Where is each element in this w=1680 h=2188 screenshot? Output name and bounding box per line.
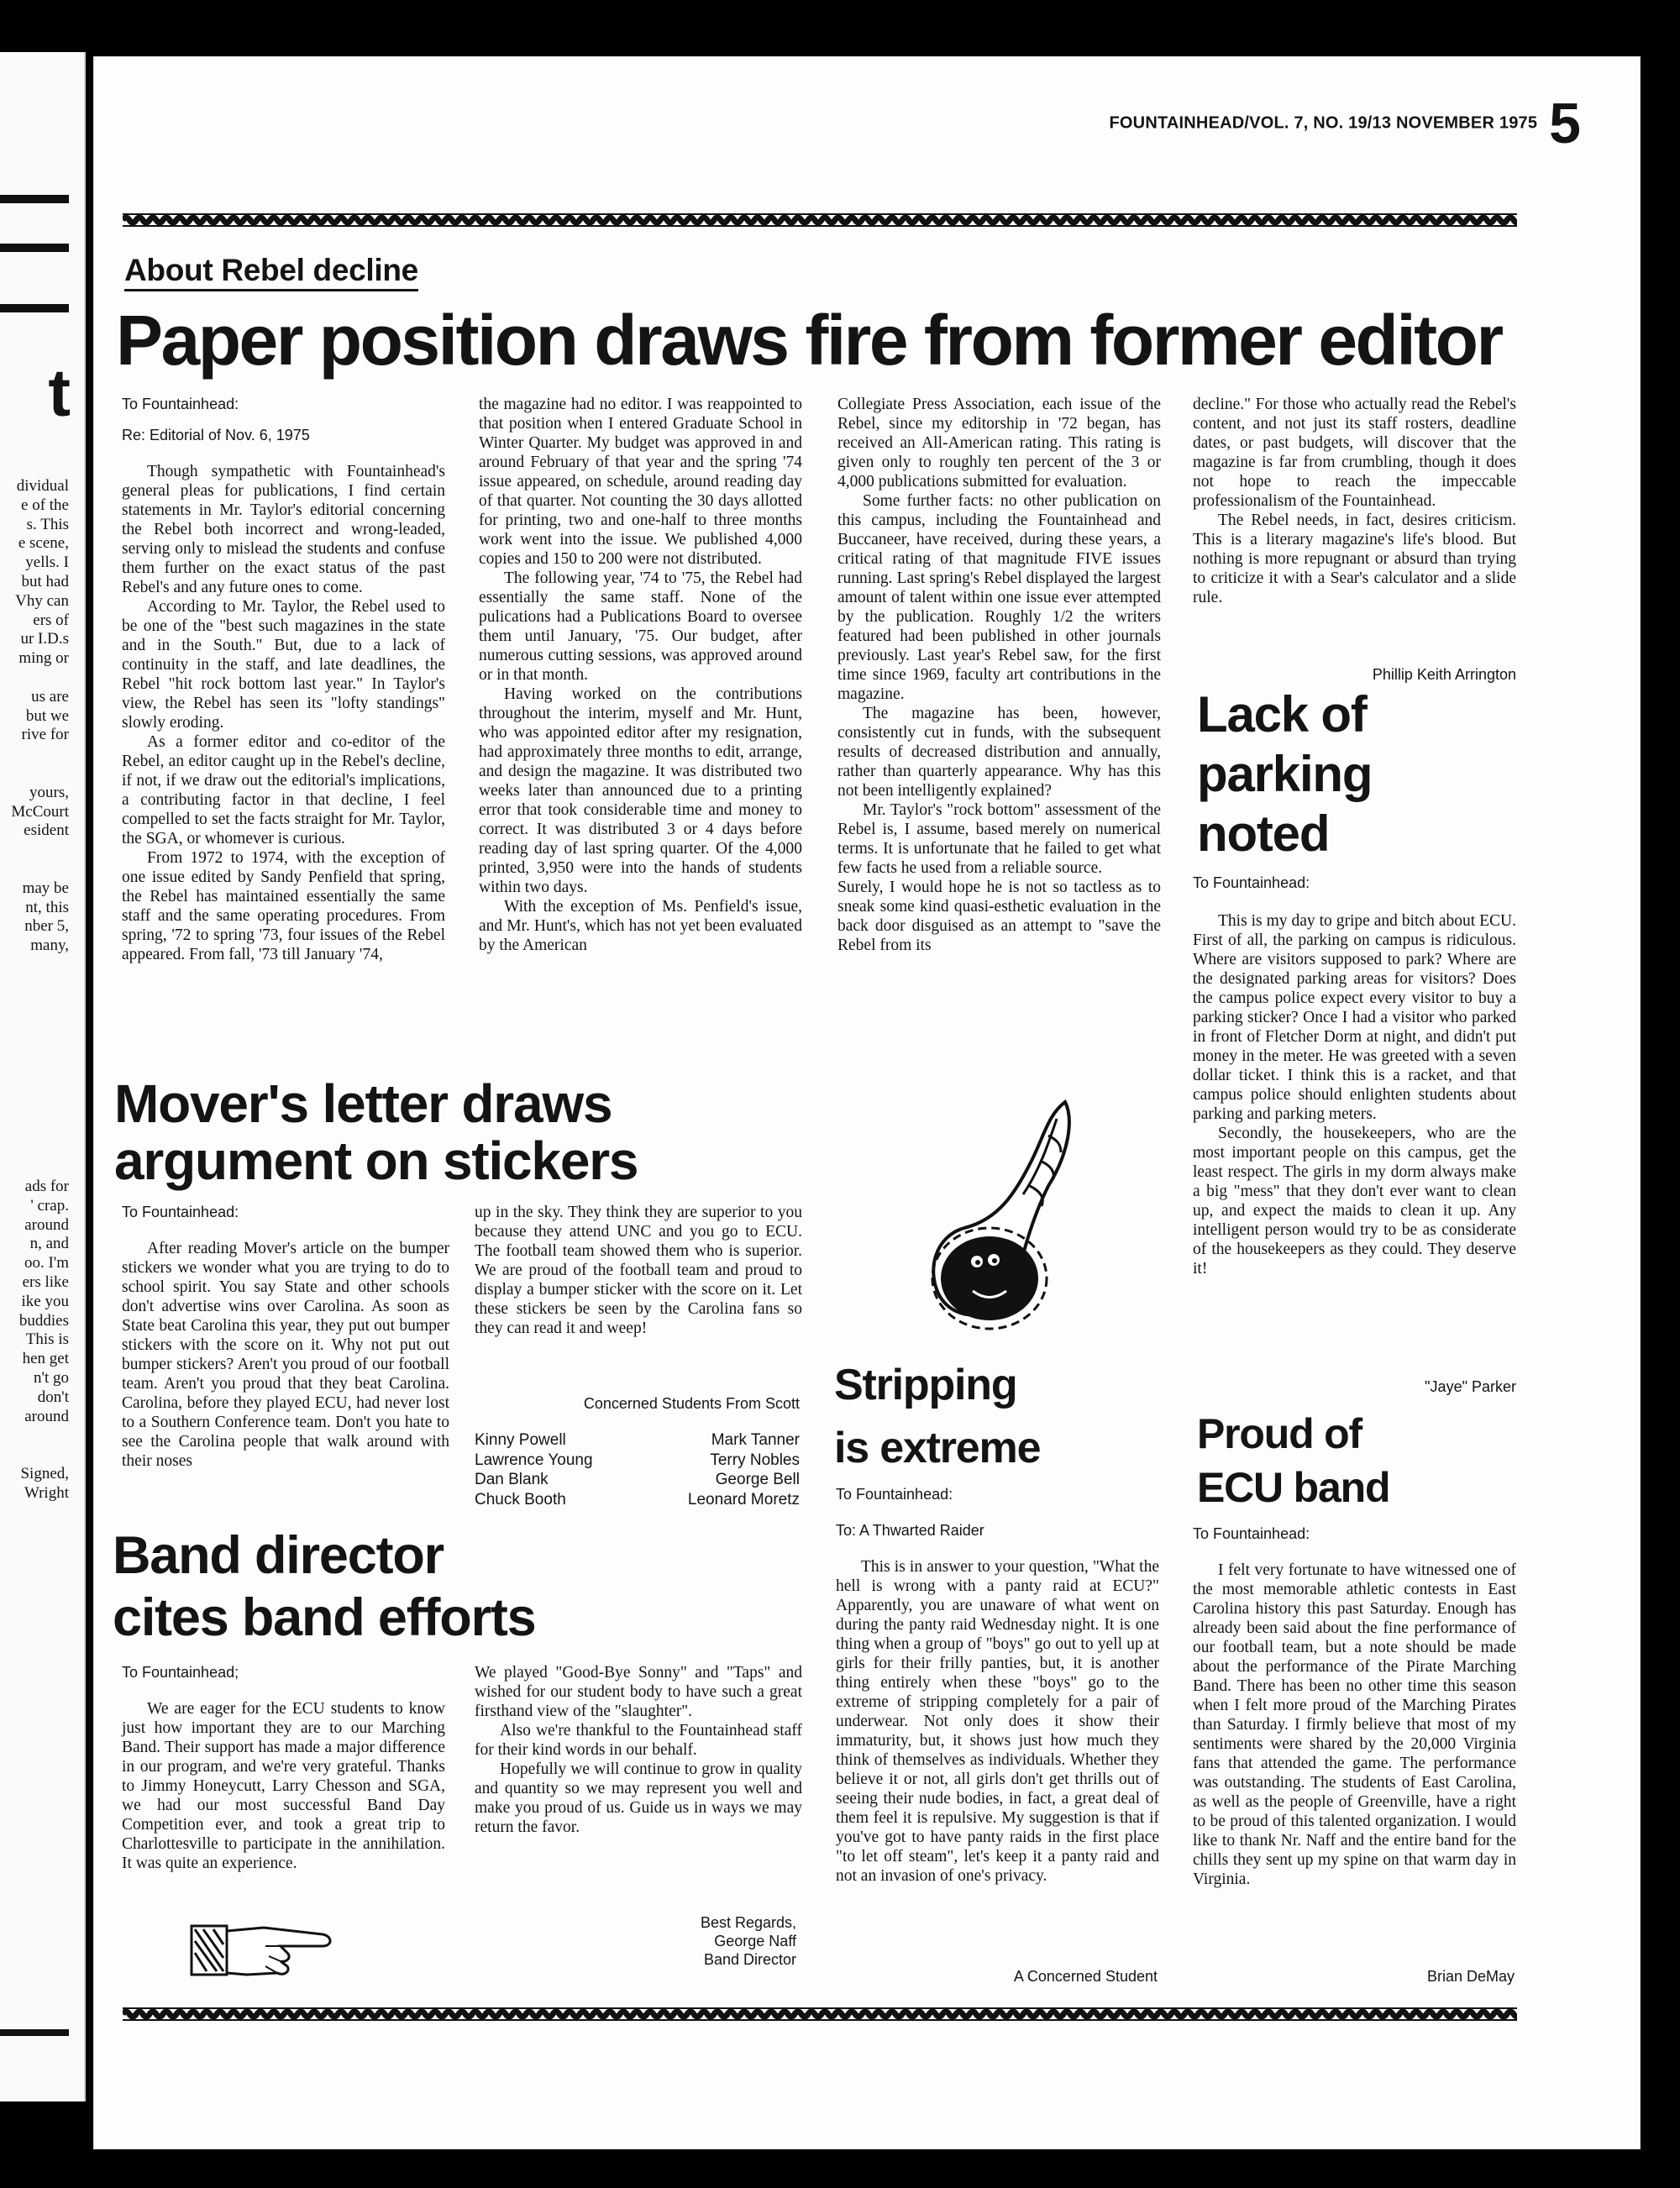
adjacent-text-line: dividual: [16, 477, 69, 495]
paragraph: I felt very fortunate to have witnessed one of the most memorable athletic contests in East Carolina history this past Saturday. Enough has already been said about the fine performance of our football team, but a note should be made about the performance of the Pirate Marching Band. There has been no other time this season when I felt more proud of the Marching Pirates than Saturday. I firmly believe that most of my sentiments were shared by the 20,000 Virginia fans that attended the game. The performance was outstanding. The students of East Carolina, as well as the people of Greenville, have a right to be proud of this talented organization. I would like to thank Nr. Naff and the entire band for the chills they sent up my spine on that warm day in Virginia.: [1193, 1561, 1516, 1888]
signature-line: Best Regards,: [700, 1914, 796, 1931]
mover-names-right: [632, 1430, 800, 1509]
paragraph: This is in answer to your question, "What the hell is wrong with a panty raid at ECU?" Apparently, you are unaware of what went on during the panty raid Wednesday night. It is one thing when a group of "boys" go out to yell up at girls for their frilly panties, but, it is another thing entirely when these "boys" go to the extreme of stripping completely for a pair of underwear. Not only does it show their immaturity, but, it shows just how much they think of themselves as individuals. Whether they believe it or not, all girls don't get thrills out of seeing their nude bodies, in fact, a great deal of them feel it is repulsive. My suggestion is that if you've got to have panty raids in the first place "to let off steam", let's keep it a panty raid and not an invasion of one's privacy.: [836, 1558, 1159, 1885]
mover-names-left: [475, 1430, 593, 1509]
lead-signature: Phillip Keith Arrington: [1372, 666, 1516, 683]
headline-line: Proud of: [1197, 1410, 1362, 1457]
paragraph: According to Mr. Taylor, the Rebel used to be one of the "best such magazines in the state and in the South." But, due to a lack of continuity in the staff, and late deadlines, the Rebel "hit rock bottom last year." In Taylor's view, the Rebel has seen its "lofty standings" slowly eroding.: [122, 598, 445, 732]
paragraph: Though sympathetic with Fountainhead's general pleas for publications, I find certain statements in Mr. Taylor's editorial concerning the Rebel both incorrect and wrong-leaded, serving only to mislead the students and confuse them further on the exact status of the past Rebel's and any future ones to come.: [122, 463, 445, 596]
adjacent-text-line: [0, 860, 84, 879]
signer-name: Terry Nobles: [710, 1451, 800, 1469]
adjacent-text-line: ers like: [22, 1272, 69, 1291]
rule: [0, 2029, 69, 2036]
adjacent-text-line: [0, 1446, 84, 1465]
band-director-column-2: [475, 1663, 802, 1837]
adjacent-text-line: ur I.D.s: [20, 630, 69, 648]
adjacent-text-line: s. This: [26, 515, 69, 533]
adjacent-text-line: us are: [31, 687, 69, 706]
lead-column-4: [1193, 395, 1516, 607]
adjacent-text-line: rive for: [21, 726, 69, 744]
headline-line: noted: [1197, 805, 1330, 862]
band-director-headline: [113, 1524, 536, 1649]
adjacent-text-line: buddies: [18, 1311, 69, 1330]
band-director-column-1: [122, 1663, 445, 1873]
paragraph: We played "Good-Bye Sonny" and "Taps" and wished for our student body to have such a great firsthand view of the "slaughter".: [475, 1664, 802, 1720]
mover-headline: [114, 1075, 638, 1189]
adjacent-page: [0, 52, 86, 2101]
salutation: To Fountainhead:: [1193, 1525, 1310, 1542]
headline-line: is extreme: [834, 1424, 1041, 1472]
adjacent-text-line: Wright: [24, 1483, 69, 1502]
masthead: [1110, 91, 1582, 156]
paragraph: Surely, I would hope he is not so tactless as to sneak some kind quasi-esthetic evaluation in the back door disguised as an attempt to "save the Rebel from its: [837, 879, 1161, 954]
adjacent-text-line: ers of: [33, 611, 69, 629]
mover-column-1: [122, 1203, 449, 1471]
paragraph: The magazine has been, however, consistently cut in funds, with the subsequent results of decreased distribution and annually, rather than quarterly appearance. Why has this not been intelligently explained?: [837, 705, 1161, 800]
paragraph: up in the sky. They think they are superior to you because they attend UNC and you go to ECU. The football team showed them who is superior. We are proud of the football team and proud to display a bumper sticker with the score on it. Let these stickers be seen by the Carolina fans so they can read it and weep!: [475, 1204, 802, 1337]
paragraph: As a former editor and co-editor of the Rebel, an editor caught up in the Rebel's decline, if not, if we draw out the editorial's implications, a contributing factor in that decline, I feel compelled to set the facts straight for Mr. Taylor, the SGA, or whomever is curious.: [122, 733, 445, 847]
adjacent-text-line: but had: [21, 572, 69, 590]
paragraph: Also we're thankful to the Fountainhead staff for their kind words in our behalf.: [475, 1722, 802, 1759]
paragraph: Secondly, the housekeepers, who are the most important people on this campus, get the least respect. The girls in my dorm always make a big "mess" that they don't ever want to clean up, and expect the maids to clean it up. Any intelligent person would try to be as considerate of the housekeepers as they could. They deserve it!: [1193, 1125, 1516, 1278]
top-border-rule: [123, 212, 1517, 228]
adjacent-text-line: ads for: [24, 1178, 69, 1195]
adjacent-text-line: Signed,: [20, 1464, 69, 1482]
adjacent-text-line: [0, 745, 84, 764]
adjacent-text-fragment: [0, 1178, 84, 1503]
signature-line: George Naff: [714, 1933, 796, 1949]
paragraph: This is my day to gripe and bitch about ECU. First of all, the parking on campus is ridiculous. Where are visitors supposed to park? Where are the designated parking areas for visitors? Does the campus police expect every visitor to buy a parking sticker? Once I had a visitor who parked in front of Fletcher Dorm at night, and didn't put money in the meter. He was greeted with a seven dollar ticket. I think this is a racket, and that campus police should enlighten students about parking and parking meters.: [1193, 912, 1516, 1123]
rule: [0, 195, 69, 203]
headline-line: Lack of: [1197, 686, 1367, 742]
paragraph: The following year, '74 to '75, the Rebel had essentially the same staff. None of the pulications had a Publications Board to oversee them until January, '75. Our budget, after numerous cutting sessions, was approved around or in that month.: [479, 569, 802, 684]
paragraph: We are eager for the ECU students to know just how important they are to our Marching Band. Their support has made a major difference in our program, and we're very grateful. Thanks to Jimmy Honeycutt, Larry Chesson and SGA, we had our most successful Band Day Competition ever, and took a great trip to Charlottesville to participate in the annihilation. It was quite an experience.: [122, 1700, 445, 1872]
paragraph: Mr. Taylor's "rock bottom" assessment of the Rebel is, I assume, based merely on numerical terms. It is unfortunate that he failed to get what few facts he used from a reliable source.: [837, 801, 1161, 877]
to-line: To: A Thwarted Raider: [836, 1522, 984, 1539]
stripping-letter: [836, 1485, 1159, 1886]
paragraph: Collegiate Press Association, each issue of the Rebel, since my editorship in '72 began, has received an All-American rating. This rating is given only to roughly ten percent of the 3 or 4,000 publications submitted for evaluation.: [837, 396, 1161, 491]
stripping-signature: A Concerned Student: [1013, 1968, 1158, 1985]
salutation: To Fountainhead:: [1193, 874, 1310, 891]
lead-headline: Paper position draws fire from former editor: [116, 301, 1502, 380]
headline-line: ECU band: [1197, 1464, 1390, 1511]
salutation: To Fountainhead:: [836, 1486, 953, 1503]
paragraph: After reading Mover's article on the bumper stickers we wonder what you are trying to do to school spirit. You say State and other schools don't advertise wins over Carolina. As soon as State beat Carolina this year, they put out bumper stickers with the score on it. Why not put out bumper stickers? Aren't you proud of our football team. Aren't you proud that they beat Carolina. Carolina, before they played ECU, had never lost to a Southern Conference team. Don't you hate to see the Carolina people that walk around with their noses: [122, 1240, 449, 1470]
paragraph: The Rebel needs, in fact, desires criticism. This is a literary magazine's life's blood. But nothing is more repugnant or absurd than trying to criticize it with a Sear's calculator and a slide rule.: [1193, 512, 1516, 606]
proud-letter: [1193, 1524, 1516, 1889]
adjacent-text-line: This is: [25, 1330, 69, 1349]
signer-name: George Bell: [715, 1471, 800, 1488]
signer-name: Dan Blank: [475, 1471, 549, 1488]
paragraph: Some further facts: no other publication on this campus, including the Fountainhead and Buccaneer, have received, during these years, a critical rating of that magnitude FIVE issues running. Last spring's Rebel displayed the largest amount of talent within one issue ever attempted by the publication. Roughly 1/2 the writers featured had been published in other journals previously. Last year's Rebel saw, for the first time since 1969, faculty art contributions in the magazine.: [837, 492, 1161, 703]
adjacent-text-line: ' crap.: [30, 1196, 69, 1215]
rule: [0, 304, 69, 312]
headline-line: Band director: [113, 1526, 444, 1585]
paragraph: Hopefully we will continue to grow in quality and quantity so we may represent you well and make you proud of us. Guide us in ways we may return the favor.: [475, 1760, 802, 1836]
adjacent-text-line: e scene,: [18, 534, 69, 553]
signature-line: Band Director: [703, 1951, 796, 1968]
adjacent-text-fragment: [0, 477, 84, 956]
adjacent-text-line: esident: [24, 821, 69, 840]
masthead-text: FOUNTAINHEAD/VOL. 7, NO. 19/13 NOVEMBER 1975: [1109, 113, 1538, 133]
adjacent-headline-fragment: t: [48, 355, 69, 430]
stripping-headline: [834, 1354, 1040, 1480]
band-director-signature: [475, 1913, 796, 1969]
adjacent-text-line: but we: [25, 706, 69, 725]
kicker: About Rebel decline: [124, 252, 418, 291]
signer-name: Mark Tanner: [711, 1431, 800, 1449]
adjacent-text-line: around: [24, 1407, 69, 1425]
re-line: Re: Editorial of Nov. 6, 1975: [122, 427, 310, 443]
proud-signature: Brian DeMay: [1426, 1968, 1515, 1985]
page-number: 5: [1549, 92, 1581, 155]
adjacent-text-line: don't: [37, 1388, 69, 1406]
proud-headline: [1197, 1407, 1389, 1514]
pointing-hand-icon: [188, 1919, 339, 1982]
headline-line: cites band efforts: [113, 1588, 536, 1647]
mover-signature: Concerned Students From Scott: [583, 1395, 800, 1412]
adjacent-text-line: e of the: [21, 496, 69, 514]
signer-name: Lawrence Young: [475, 1451, 593, 1469]
lead-column-1: [122, 395, 445, 964]
salutation: To Fountainhead:: [122, 396, 239, 412]
lead-column-2: [479, 395, 802, 955]
lead-column-3: [837, 395, 1161, 955]
headline-line: argument on stickers: [114, 1131, 638, 1191]
rule: [0, 244, 69, 252]
adjacent-text-line: nt, this: [25, 898, 69, 916]
paragraph: Having worked on the contributions throughout the interim, myself and Mr. Hunt, who was appointed editor after my resignation, had approximately three months to edit, arrange, and design the magazine. It was distributed two weeks later than announced due to a printing error that took considerable time and money to correct. It was distributed 3 or 4 days before reading day of last spring quarter. Of the 4,000 printed, 3,950 were into the hands of students within two days.: [479, 685, 802, 896]
adjacent-text-line: [0, 841, 84, 860]
adjacent-text-line: McCourt: [11, 802, 69, 821]
adjacent-text-line: [0, 1426, 84, 1446]
salutation: To Fountainhead;: [122, 1664, 239, 1681]
signer-name: Kinny Powell: [475, 1431, 566, 1449]
adjacent-text-line: ming or: [18, 649, 69, 668]
cornucopia-icon: [922, 1094, 1082, 1333]
adjacent-text-line: n, and: [29, 1235, 69, 1253]
adjacent-text-line: yells. I: [25, 554, 69, 572]
adjacent-text-line: many,: [30, 937, 69, 955]
headline-line: parking: [1197, 746, 1373, 802]
adjacent-text-line: Vhy can: [15, 591, 69, 610]
adjacent-text-line: [0, 669, 84, 688]
parking-signature: "Jaye" Parker: [1425, 1378, 1516, 1395]
adjacent-text-line: [0, 764, 84, 784]
headline-line: Stripping: [834, 1361, 1017, 1409]
paragraph: With the exception of Ms. Penfield's issue, and Mr. Hunt's, which has not yet been evaluated by the American: [479, 898, 802, 954]
salutation: To Fountainhead:: [122, 1204, 239, 1220]
adjacent-text-line: may be: [22, 879, 69, 897]
adjacent-text-line: hen get: [22, 1350, 69, 1368]
paragraph: the magazine had no editor. I was reappointed to that position when I entered Graduate School in Winter Quarter. My budget was approved in and around February of that year and the spring '74 issue appeared, on schedule, around reading day of that quarter. Not counting the 30 days allotted for printing, two and one-half to three months work went into the issue. We published 4,000 copies and 150 to 200 were not distributed.: [479, 396, 802, 568]
bottom-border-rule: [123, 2006, 1517, 2023]
signer-name: Chuck Booth: [475, 1490, 566, 1509]
adjacent-text-line: nber 5,: [24, 917, 69, 936]
signer-name: Leonard Moretz: [687, 1490, 800, 1509]
parking-letter: [1193, 874, 1516, 1278]
adjacent-text-line: oo. I'm: [24, 1254, 69, 1272]
adjacent-text-line: n't go: [34, 1368, 69, 1387]
adjacent-text-line: yours,: [29, 783, 69, 801]
adjacent-text-line: ike you: [21, 1292, 69, 1310]
adjacent-text-line: around: [24, 1215, 69, 1234]
paragraph: decline." For those who actually read the Rebel's content, and not just its staff rosters, deadline dates, or past budgets, will discover that the magazine is far from crumbling, though it does not hope to reach the impeccable professionalism of the Fountainhead.: [1193, 396, 1516, 510]
headline-line: Mover's letter draws: [114, 1073, 612, 1134]
paragraph: From 1972 to 1974, with the exception of one issue edited by Sandy Penfield that spring, the Rebel has maintained essentially the same staff and the same operating procedures. From spring, '72 to spring '73, four issues of the Rebel appeared. From fall, '73 till January '74,: [122, 849, 445, 963]
mover-column-2: [475, 1203, 802, 1338]
parking-headline: [1197, 685, 1372, 863]
